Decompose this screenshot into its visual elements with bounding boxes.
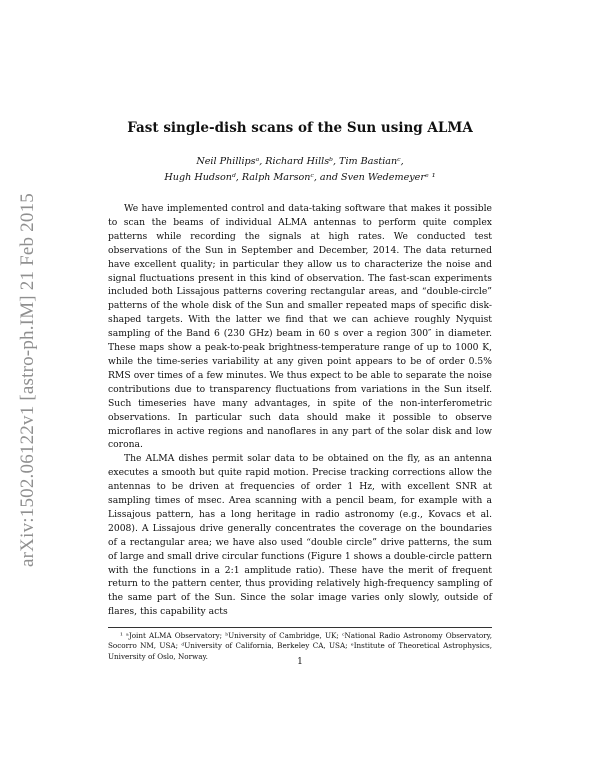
arxiv-identifier-stamp [8, 175, 48, 585]
author-list [108, 154, 492, 186]
affiliations-footnote: ¹ ᵃJoint ALMA Observatory; ᵇUniversity of Cambridge, UK; ᶜNational Radio Astronomy Observatory, Socorro NM, USA; ᵈUniversity of California, Berkeley CA, USA; ᵉInstitute of Theoretical Astrophysics, University of Oslo, Norway. [108, 631, 492, 661]
body-paragraph-2: The ALMA dishes permit solar data to be obtained on the fly, as an antenna executes a smooth but quite rapid motion. Precise tracking corrections allow the antennas to be driven at frequencies of order 1 Hz, with excellent SNR at sampling times of msec. Area scanning with a pencil beam, for example with a Lissajous pattern, has a long heritage in radio astronomy (e.g., Kovacs et al. 2008). A Lissajous drive generally concentrates the coverage on the boundaries of a rectangular area; we have also used “double circle” drive patterns, the sum of large and small drive circular functions (Figure 1 shows a double-circle pattern with the functions in a 2:1 amplitude ratio). These have the merit of frequent return to the pattern center, thus providing relatively high-frequency sampling of the same part of the Sun. Since the solar image varies only slowly, outside of flares, this capability acts [108, 453, 492, 618]
page-number: 1 [297, 657, 303, 667]
paper-title: Fast single-dish scans of the Sun using ALMA [127, 120, 473, 136]
arxiv-id-text: arXiv:1502.06122v1 [astro-ph.IM] 21 Feb 2015 [17, 193, 39, 567]
body-paragraph-1: We have implemented control and data-taking software that makes it possible to scan the beams of individual ALMA antennas to perform quite complex patterns while recording the signals at high rates. We conducted test observations of the Sun in September and December, 2014. The data returned have excellent quality; in particular they allow us to characterize the noise and signal fluctuations present in this kind of observation. The fast-scan experiments included both Lissajous patterns covering rectangular areas, and “double-circle” patterns of the whole disk of the Sun and smaller repeated maps of specific disk-shaped targets. With the latter we find that we can achieve roughly Nyquist sampling of the Band 6 (230 GHz) beam in 60 s over a region 300″ in diameter. These maps show a peak-to-peak brightness-temperature range of up to 1000 K, while the time-series variability at any given point appears to be of order 0.5% RMS over times of a few minutes. We thus expect to be able to separate the noise contributions due to transparency fluctuations from variations in the Sun itself. Such timeseries have many advantages, in spite of the non-interferometric observations. In particular such data should make it possible to observe microflares in active regions and nanoflares in any part of the solar disk and low corona. [108, 203, 492, 451]
author-line-1: Neil Phillipsᵃ, Richard Hillsᵇ, Tim Bastianᶜ, [196, 156, 404, 167]
abstract-body [108, 202, 492, 619]
paper-page [108, 120, 492, 667]
author-line-2: Hugh Hudsonᵈ, Ralph Marsonᶜ, and Sven Wedemeyerᵉ ¹ [164, 172, 436, 183]
